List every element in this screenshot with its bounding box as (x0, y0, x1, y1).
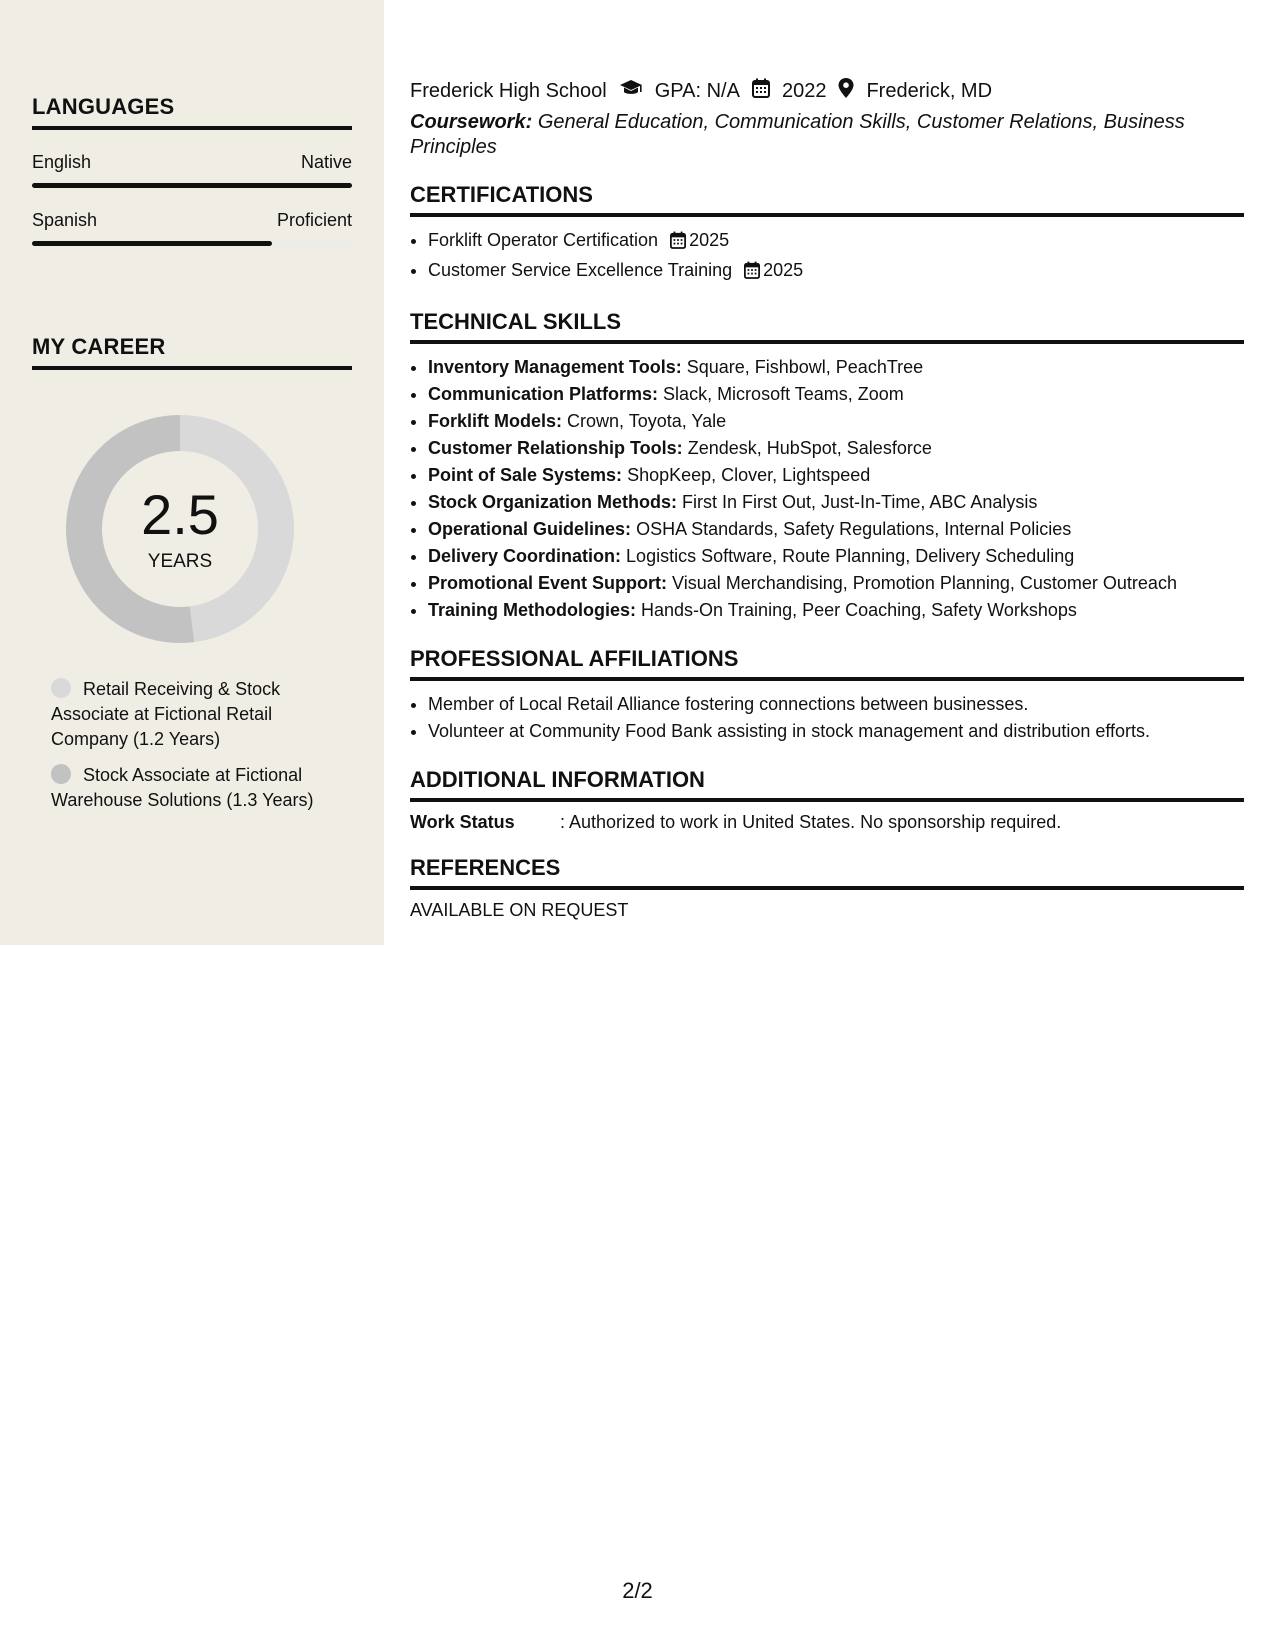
certification-item (428, 227, 1244, 257)
certification-name: Forklift Operator Certification (428, 230, 659, 250)
certification-year: 2025 (689, 230, 730, 250)
language-name: English (32, 152, 92, 172)
skill-value: Visual Merchandising, Promotion Planning, Customer Outreach (672, 573, 1177, 593)
certification-year: 2025 (763, 260, 804, 280)
career-legend-label: Retail Receiving & Stock Associate at Fictional Retail Company (1.2 Years) (51, 679, 281, 749)
references-title: REFERENCES (410, 855, 1244, 890)
career-donut-chart (66, 415, 294, 643)
skill-label: Communication Platforms: (428, 384, 659, 404)
skill-label: Forklift Models: (428, 411, 562, 431)
sidebar (0, 0, 384, 945)
skill-item (428, 408, 1244, 435)
graduation-cap-icon (619, 79, 643, 103)
legend-swatch (51, 678, 71, 698)
skill-value: Zendesk, HubSpot, Salesforce (687, 438, 932, 458)
affiliation-item: • Member of Local Retail Alliance fostering connections between businesses. (428, 691, 1244, 718)
skill-item (428, 516, 1244, 543)
skill-item (428, 489, 1244, 516)
language-proficiency-fill (32, 241, 272, 246)
language-proficiency-fill (32, 183, 352, 188)
skill-item (428, 435, 1244, 462)
calendar-icon (670, 230, 686, 257)
skill-item (428, 597, 1244, 624)
skill-item (428, 381, 1244, 408)
language-row (32, 210, 352, 231)
skill-value: Logistics Software, Route Planning, Delivery Scheduling (626, 546, 1075, 566)
skill-value: First In First Out, Just-In-Time, ABC Analysis (682, 492, 1038, 512)
skill-label: Stock Organization Methods: (428, 492, 678, 512)
technical-skills-list (410, 354, 1244, 624)
skill-value: OSHA Standards, Safety Regulations, Internal Policies (636, 519, 1072, 539)
skill-item (428, 570, 1244, 597)
work-status-value: : Authorized to work in United States. No sponsorship required. (560, 812, 1062, 832)
coursework-label: Coursework: (410, 111, 533, 133)
career-legend-item (51, 763, 341, 813)
skill-value: Square, Fishbowl, PeachTree (686, 357, 924, 377)
skill-item (428, 462, 1244, 489)
graduation-year: 2022 (781, 79, 827, 102)
language-level: Native (300, 152, 352, 172)
coursework (410, 110, 1244, 160)
languages-list (32, 152, 352, 246)
skill-value: ShopKeep, Clover, Lightspeed (627, 465, 871, 485)
page-number: 2/2 (622, 1578, 653, 1603)
certifications-title: CERTIFICATIONS (410, 182, 1244, 217)
skill-label: Point of Sale Systems: (428, 465, 623, 485)
language-proficiency-bar (32, 183, 352, 188)
career-total-unit: YEARS (147, 551, 213, 572)
skill-label: Operational Guidelines: (428, 519, 632, 539)
calendar-icon (744, 260, 760, 287)
education-line (410, 78, 1244, 104)
skill-value: Hands-On Training, Peer Coaching, Safety Workshops (641, 600, 1077, 620)
references-text: AVAILABLE ON REQUEST (410, 900, 629, 920)
languages-section (32, 94, 352, 246)
gpa: GPA: N/A (654, 79, 740, 102)
technical-skills-title: TECHNICAL SKILLS (410, 309, 1244, 344)
language-proficiency-bar (32, 241, 352, 246)
languages-title: LANGUAGES (32, 94, 352, 130)
skill-label: Training Methodologies: (428, 600, 636, 620)
affiliation-item: • Volunteer at Community Food Bank assisting in stock management and distribution efforts. (428, 718, 1244, 745)
skill-item (428, 354, 1244, 381)
work-status-label: Work Status (410, 812, 515, 832)
work-status-row (410, 812, 1244, 833)
language-level: Proficient (276, 210, 352, 230)
language-name: Spanish (32, 210, 98, 230)
career-section (32, 334, 352, 370)
skill-value: Slack, Microsoft Teams, Zoom (663, 384, 904, 404)
language-row (32, 152, 352, 173)
affiliations-title: PROFESSIONAL AFFILIATIONS (410, 646, 1244, 681)
career-title: MY CAREER (32, 334, 352, 370)
coursework-text: General Education, Communication Skills, Customer Relations, Business Principles (410, 111, 1185, 158)
skill-label: Delivery Coordination: (428, 546, 622, 566)
certifications-list (410, 227, 1244, 287)
skill-label: Inventory Management Tools: (428, 357, 682, 377)
affiliations-list (410, 691, 1244, 745)
school-location: Frederick, MD (866, 79, 993, 102)
legend-swatch (51, 764, 71, 784)
donut-center (66, 415, 294, 643)
career-legend-item (51, 677, 341, 752)
skill-value: Crown, Toyota, Yale (567, 411, 727, 431)
career-legend-label: Stock Associate at Fictional Warehouse Solutions (1.3 Years) (51, 765, 314, 810)
main-content (410, 78, 1244, 921)
skill-item (428, 543, 1244, 570)
skill-label: Customer Relationship Tools: (428, 438, 683, 458)
calendar-icon (752, 78, 770, 104)
certification-item (428, 257, 1244, 287)
map-pin-icon (838, 78, 854, 104)
certification-name: Customer Service Excellence Training (428, 260, 733, 280)
career-total-years: 2.5 (141, 483, 219, 546)
additional-info-title: ADDITIONAL INFORMATION (410, 767, 1244, 802)
school-name: Frederick High School (410, 79, 607, 102)
skill-label: Promotional Event Support: (428, 573, 668, 593)
